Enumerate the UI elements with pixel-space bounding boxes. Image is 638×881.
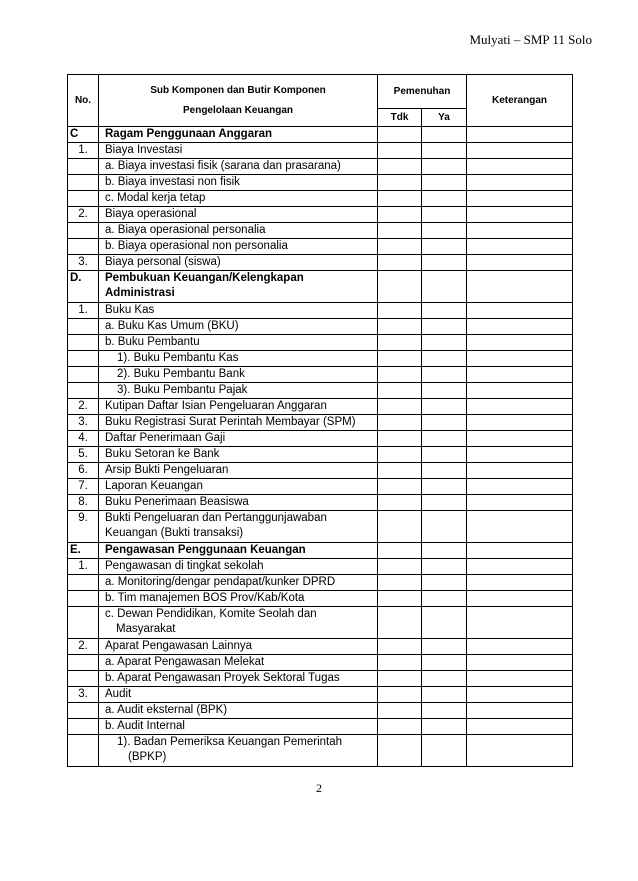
cell-keterangan[interactable] [467,655,573,671]
cell-ya[interactable] [422,255,467,271]
cell-tdk[interactable] [378,383,422,399]
row-no [68,575,99,591]
cell-ya[interactable] [422,399,467,415]
cell-tdk[interactable] [378,735,422,767]
cell-tdk[interactable] [378,223,422,239]
cell-keterangan[interactable] [467,575,573,591]
cell-ya[interactable] [422,463,467,479]
cell-ya[interactable] [422,319,467,335]
cell-tdk[interactable] [378,399,422,415]
row-text: Aparat Pengawasan Lainnya [99,639,378,655]
row-text: Bukti Pengeluaran dan Pertanggunjawaban Keuangan (Bukti transaksi) [99,511,378,543]
cell-keterangan[interactable] [467,351,573,367]
cell-keterangan[interactable] [467,479,573,495]
cell-ya[interactable] [422,127,467,143]
row-no [68,735,99,767]
cell-ya[interactable] [422,367,467,383]
row-text: Audit [99,687,378,703]
row-no [68,671,99,687]
cell-tdk[interactable] [378,415,422,431]
cell-tdk[interactable] [378,335,422,351]
cell-ya[interactable] [422,479,467,495]
section-title: Ragam Penggunaan Anggaran [99,127,378,143]
cell-keterangan[interactable] [467,399,573,415]
cell-keterangan[interactable] [467,255,573,271]
row-text: b. Biaya operasional non personalia [99,239,378,255]
cell-keterangan[interactable] [467,207,573,223]
cell-ya[interactable] [422,671,467,687]
cell-keterangan[interactable] [467,239,573,255]
row-no: 2. [68,207,99,223]
cell-tdk[interactable] [378,463,422,479]
cell-keterangan[interactable] [467,463,573,479]
row-text: Kutipan Daftar Isian Pengeluaran Anggaran [99,399,378,415]
row-text: a. Audit eksternal (BPK) [99,703,378,719]
header-no: No. [68,75,99,127]
cell-keterangan[interactable] [467,303,573,319]
cell-ya[interactable] [422,639,467,655]
cell-tdk[interactable] [378,431,422,447]
row-no [68,223,99,239]
cell-keterangan[interactable] [467,735,573,767]
cell-keterangan[interactable] [467,431,573,447]
row-no: 8. [68,495,99,511]
cell-tdk[interactable] [378,639,422,655]
cell-tdk[interactable] [378,127,422,143]
cell-ya[interactable] [422,447,467,463]
cell-ya[interactable] [422,543,467,559]
cell-keterangan[interactable] [467,271,573,303]
row-no: 1. [68,303,99,319]
cell-ya[interactable] [422,303,467,319]
cell-ya[interactable] [422,415,467,431]
row-no: 5. [68,447,99,463]
cell-tdk[interactable] [378,239,422,255]
cell-ya[interactable] [422,559,467,575]
cell-tdk[interactable] [378,687,422,703]
row-text: b. Tim manajemen BOS Prov/Kab/Kota [99,591,378,607]
row-no [68,335,99,351]
row-text: a. Biaya operasional personalia [99,223,378,239]
cell-keterangan[interactable] [467,703,573,719]
header-ya: Ya [422,109,467,127]
row-text: Pengawasan di tingkat sekolah [99,559,378,575]
row-no: 6. [68,463,99,479]
row-text: Biaya operasional [99,207,378,223]
section-title: Pengawasan Penggunaan Keuangan [99,543,378,559]
row-text: 1). Badan Pemeriksa Keuangan Pemerintah (BPKP) [99,735,378,767]
cell-ya[interactable] [422,719,467,735]
row-no [68,383,99,399]
section-title: Pembukuan Keuangan/Kelengkapan Administrasi [99,271,378,303]
cell-tdk[interactable] [378,495,422,511]
cell-ya[interactable] [422,607,467,639]
cell-ya[interactable] [422,383,467,399]
cell-ya[interactable] [422,495,467,511]
row-no: 7. [68,479,99,495]
row-text: a. Aparat Pengawasan Melekat [99,655,378,671]
cell-ya[interactable] [422,239,467,255]
row-text: b. Buku Pembantu [99,335,378,351]
row-text: Buku Kas [99,303,378,319]
cell-keterangan[interactable] [467,319,573,335]
row-no [68,159,99,175]
cell-keterangan[interactable] [467,687,573,703]
row-text: 3). Buku Pembantu Pajak [99,383,378,399]
cell-keterangan[interactable] [467,671,573,687]
cell-keterangan[interactable] [467,719,573,735]
cell-tdk[interactable] [378,351,422,367]
cell-tdk[interactable] [378,191,422,207]
cell-ya[interactable] [422,143,467,159]
row-no [68,191,99,207]
cell-tdk[interactable] [378,543,422,559]
row-no [68,607,99,639]
cell-keterangan[interactable] [467,175,573,191]
row-no: 3. [68,687,99,703]
cell-tdk[interactable] [378,207,422,223]
cell-tdk[interactable] [378,271,422,303]
row-no [68,655,99,671]
row-no: 3. [68,255,99,271]
cell-keterangan[interactable] [467,591,573,607]
row-text: b. Biaya investasi non fisik [99,175,378,191]
cell-ya[interactable] [422,159,467,175]
cell-keterangan[interactable] [467,607,573,639]
cell-ya[interactable] [422,511,467,543]
row-no: 3. [68,415,99,431]
row-text: Daftar Penerimaan Gaji [99,431,378,447]
row-no: 1. [68,559,99,575]
row-text: Laporan Keuangan [99,479,378,495]
row-text: 1). Buku Pembantu Kas [99,351,378,367]
cell-tdk[interactable] [378,591,422,607]
row-no: 2. [68,399,99,415]
cell-tdk[interactable] [378,447,422,463]
row-text: Buku Registrasi Surat Perintah Membayar (SPM) [99,415,378,431]
cell-tdk[interactable] [378,719,422,735]
cell-keterangan[interactable] [467,191,573,207]
header-tdk: Tdk [378,109,422,127]
row-text: b. Audit Internal [99,719,378,735]
row-no [68,351,99,367]
header-sub-line1: Sub Komponen dan Butir Komponen [150,84,326,96]
row-no [68,319,99,335]
cell-ya[interactable] [422,591,467,607]
cell-keterangan[interactable] [467,383,573,399]
row-text: c. Dewan Pendidikan, Komite Seolah dan Masyarakat [99,607,378,639]
cell-ya[interactable] [422,655,467,671]
row-text: a. Buku Kas Umum (BKU) [99,319,378,335]
cell-tdk[interactable] [378,511,422,543]
cell-ya[interactable] [422,351,467,367]
row-no: 4. [68,431,99,447]
header-sub-komponen [99,75,378,127]
row-text: Arsip Bukti Pengeluaran [99,463,378,479]
cell-keterangan[interactable] [467,335,573,351]
cell-ya[interactable] [422,175,467,191]
header-pemenuhan: Pemenuhan [378,75,467,109]
cell-keterangan[interactable] [467,639,573,655]
cell-keterangan[interactable] [467,143,573,159]
row-no: 9. [68,511,99,543]
page-number: 2 [316,781,322,795]
cell-tdk[interactable] [378,319,422,335]
cell-keterangan[interactable] [467,543,573,559]
cell-ya[interactable] [422,431,467,447]
row-text: Biaya personal (siswa) [99,255,378,271]
row-no [68,367,99,383]
cell-keterangan[interactable] [467,495,573,511]
cell-tdk[interactable] [378,255,422,271]
cell-keterangan[interactable] [467,223,573,239]
row-no [68,239,99,255]
row-no: 1. [68,143,99,159]
cell-tdk[interactable] [378,607,422,639]
cell-ya[interactable] [422,335,467,351]
cell-ya[interactable] [422,575,467,591]
row-no: D. [68,271,99,303]
row-no: C [68,127,99,143]
row-text: a. Monitoring/dengar pendapat/kunker DPRD [99,575,378,591]
row-text: Biaya Investasi [99,143,378,159]
row-text: Buku Setoran ke Bank [99,447,378,463]
cell-keterangan[interactable] [467,127,573,143]
row-no [68,703,99,719]
cell-keterangan[interactable] [467,415,573,431]
page-header: Mulyati – SMP 11 Solo [469,32,592,47]
cell-keterangan[interactable] [467,511,573,543]
cell-tdk[interactable] [378,303,422,319]
cell-tdk[interactable] [378,479,422,495]
cell-tdk[interactable] [378,575,422,591]
cell-ya[interactable] [422,687,467,703]
cell-ya[interactable] [422,223,467,239]
row-text: Buku Penerimaan Beasiswa [99,495,378,511]
cell-tdk[interactable] [378,143,422,159]
cell-keterangan[interactable] [467,159,573,175]
row-no [68,719,99,735]
cell-keterangan[interactable] [467,559,573,575]
row-no: E. [68,543,99,559]
row-text: a. Biaya investasi fisik (sarana dan prasarana) [99,159,378,175]
row-no [68,591,99,607]
cell-tdk[interactable] [378,159,422,175]
row-text: c. Modal kerja tetap [99,191,378,207]
cell-tdk[interactable] [378,559,422,575]
row-no [68,175,99,191]
header-keterangan: Keterangan [467,75,573,127]
cell-ya[interactable] [422,271,467,303]
row-text: 2). Buku Pembantu Bank [99,367,378,383]
cell-tdk[interactable] [378,367,422,383]
cell-tdk[interactable] [378,703,422,719]
row-no: 2. [68,639,99,655]
cell-ya[interactable] [422,703,467,719]
header-sub-line2: Pengelolaan Keuangan [182,104,294,116]
cell-tdk[interactable] [378,175,422,191]
row-text: b. Aparat Pengawasan Proyek Sektoral Tugas [99,671,378,687]
checklist-table [67,74,573,767]
cell-keterangan[interactable] [467,367,573,383]
cell-ya[interactable] [422,191,467,207]
cell-ya[interactable] [422,735,467,767]
cell-tdk[interactable] [378,671,422,687]
cell-keterangan[interactable] [467,447,573,463]
cell-tdk[interactable] [378,655,422,671]
cell-ya[interactable] [422,207,467,223]
